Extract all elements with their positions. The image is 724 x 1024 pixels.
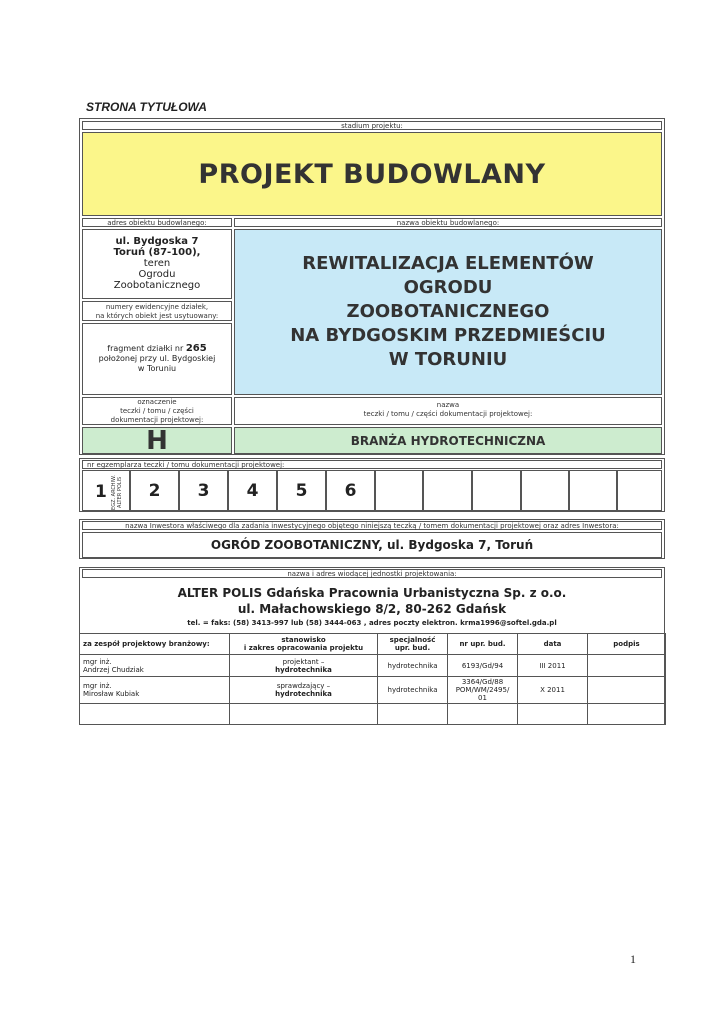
- person-title: mgr inż.: [83, 682, 112, 690]
- copy-cell: [521, 470, 569, 511]
- plots-prefix: fragment działki nr: [107, 344, 184, 353]
- designer-caption: nazwa i adres wiodącej jednostki projektowania:: [82, 569, 662, 578]
- object-name-line: NA BYDGOSKIM PRZEDMIEŚCIU: [290, 325, 606, 346]
- copy-cell-1: [82, 470, 130, 511]
- role-line: sprawdzający –: [276, 682, 331, 690]
- table-row: [80, 677, 666, 704]
- copy-archive-note-line: ALTER POLIS: [117, 476, 123, 509]
- copy-cell: [569, 470, 617, 511]
- volume-name-caption-line: nazwa: [436, 401, 460, 409]
- header-role: stanowisko i zakres opracowania projektu: [230, 634, 378, 655]
- plots-caption-line: numery ewidencyjne działek,: [105, 303, 209, 311]
- team-table-wrap: [79, 633, 666, 725]
- role-cell: [230, 704, 378, 725]
- role-scope: hydrotechnika: [275, 665, 332, 674]
- designation-caption-line: dokumentacji projektowej:: [110, 416, 204, 424]
- plots-line3: w Toruniu: [137, 364, 177, 373]
- copy-archive-note: [111, 475, 123, 510]
- designation-caption: [82, 397, 232, 425]
- object-name-line: OGRODU: [403, 277, 493, 298]
- copy-cell: 5: [277, 470, 326, 511]
- role-line: projektant –: [282, 657, 325, 666]
- copy-cell: 6: [326, 470, 375, 511]
- object-name-text: [290, 252, 606, 372]
- header-date: data: [518, 634, 588, 655]
- address-caption: adres obiektu budowlanego:: [82, 218, 232, 227]
- team-header-row: [80, 634, 666, 655]
- object-name-line: W TORUNIU: [388, 349, 508, 370]
- address-line5: Zoobotanicznego: [113, 280, 201, 291]
- copy-cell: [375, 470, 423, 511]
- copy-archive-note-line: EGZ. ARCHIW.: [111, 475, 117, 510]
- plots-line2: położonej przy ul. Bydgoskiej: [98, 354, 216, 363]
- investor-value: OGRÓD ZOOBOTANICZNY, ul. Bydgoska 7, Toruń: [82, 532, 662, 558]
- specialty-cell: hydrotechnika: [378, 655, 448, 677]
- copies-block: [79, 458, 665, 512]
- copy-number: 1: [95, 482, 107, 502]
- designer-name: ALTER POLIS Gdańska Pracownia Urbanistyczna Sp. z o.o.: [177, 586, 567, 600]
- specialty-cell: [378, 704, 448, 725]
- signature-cell: [588, 655, 666, 677]
- plots-number: 265: [185, 343, 207, 354]
- role-cell: [230, 655, 378, 677]
- copies-row: [82, 470, 662, 511]
- copy-cell: 4: [228, 470, 277, 511]
- header-signature: podpis: [588, 634, 666, 655]
- volume-name-caption-line: teczki / tomu / części dokumentacji projektowej:: [363, 410, 533, 418]
- stadium-value: PROJEKT BUDOWLANY: [82, 132, 662, 216]
- table-row: [80, 655, 666, 677]
- investor-caption: nazwa Inwestora właściwego dla zadania inwestycyjnego objętego niniejszą teczką / tomem dokumentacji projektowej oraz adres Inwestora:: [82, 521, 662, 530]
- object-name-line: ZOOBOTANICZNEGO: [346, 301, 550, 322]
- title-block: [79, 118, 665, 455]
- plots-caption-line: na których obiekt jest usytuowany:: [95, 312, 219, 320]
- role-cell: [230, 677, 378, 704]
- address-line3: teren: [143, 258, 171, 269]
- person-name: Mirosław Kubiak: [83, 690, 140, 698]
- stadium-caption: stadium projektu:: [82, 121, 662, 130]
- person-cell: [80, 677, 230, 704]
- signature-cell: [588, 677, 666, 704]
- address-line4: Ogrodu: [138, 269, 176, 280]
- address-street: ul. Bydgoska 7: [115, 236, 199, 247]
- designation-caption-line: oznaczenie: [137, 398, 177, 406]
- page-heading: STRONA TYTUŁOWA: [86, 100, 207, 114]
- header-license: nr upr. bud.: [448, 634, 518, 655]
- license-cell: [448, 704, 518, 725]
- role-scope: hydrotechnika: [275, 690, 332, 698]
- designer-contact: tel. = faks: (58) 3413-997 lub (58) 3444-063 , adres poczty elektron. krma1996@softel.gda.pl: [187, 619, 557, 627]
- address-city: Toruń (87-100),: [113, 247, 201, 258]
- designation-value: H: [82, 427, 232, 454]
- object-name-line: REWITALIZACJA ELEMENTÓW: [302, 253, 594, 274]
- header-specialty: specjalność upr. bud.: [378, 634, 448, 655]
- designation-caption-line: teczki / tomu / części: [120, 407, 194, 415]
- header-team: za zespół projektowy branżowy:: [80, 634, 230, 655]
- plots-block: [82, 323, 232, 395]
- page-number: 1: [630, 952, 636, 966]
- copy-cell: 3: [179, 470, 228, 511]
- person-title: mgr inż.: [83, 657, 112, 666]
- license-cell: 6193/Gd/94: [448, 655, 518, 677]
- designer-address: ul. Małachowskiego 8/2, 80-262 Gdańsk: [237, 602, 507, 616]
- date-cell: X 2011: [518, 677, 588, 704]
- address-block: [82, 229, 232, 299]
- table-row: [80, 704, 666, 725]
- copy-cell: [617, 470, 662, 511]
- date-cell: III 2011: [518, 655, 588, 677]
- signature-cell: [588, 704, 666, 725]
- specialty-cell: hydrotechnika: [378, 677, 448, 704]
- copy-cell: 2: [130, 470, 179, 511]
- date-cell: [518, 704, 588, 725]
- designer-block: [79, 567, 665, 725]
- team-table: [79, 633, 666, 725]
- volume-name-value: BRANŻA HYDROTECHNICZNA: [234, 427, 662, 454]
- volume-name-caption: [234, 397, 662, 425]
- object-name-caption: nazwa obiektu budowlanego:: [234, 218, 662, 227]
- copy-cell: [472, 470, 521, 511]
- plots-caption: [82, 301, 232, 321]
- object-name-block: [234, 229, 662, 395]
- copies-caption: nr egzemplarza teczki / tomu dokumentacji projektowej:: [82, 460, 662, 469]
- person-cell: [80, 704, 230, 725]
- license-cell: 3364/Gd/88 POM/WM/2495/ 01: [448, 677, 518, 704]
- person-name: Andrzej Chudziak: [83, 665, 144, 674]
- investor-block: [79, 519, 665, 559]
- designer-info: [82, 580, 662, 632]
- copy-cell: [423, 470, 472, 511]
- person-cell: [80, 655, 230, 677]
